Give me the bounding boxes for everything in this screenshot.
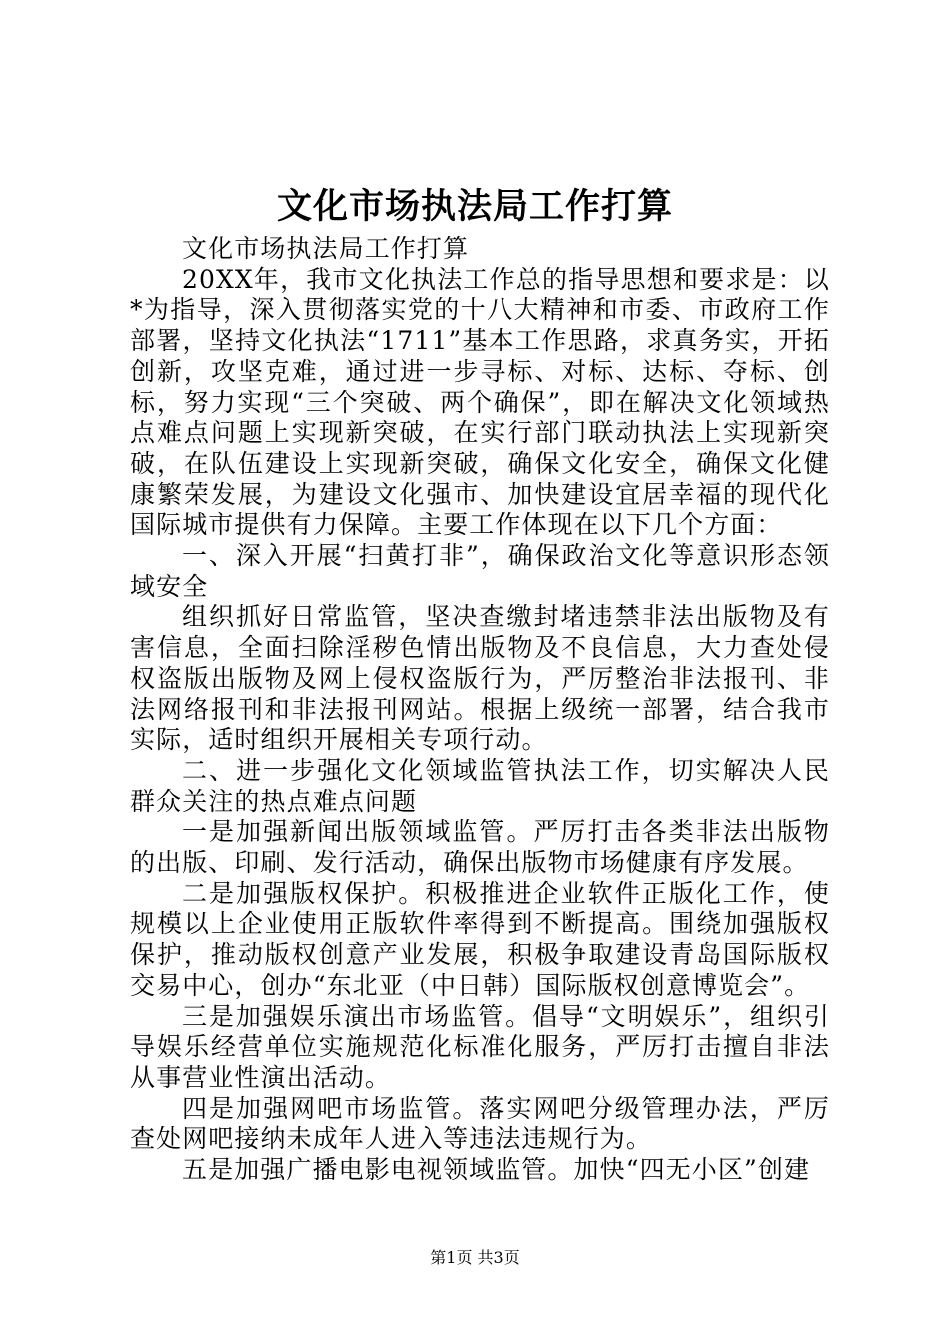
paragraph-item-1: 一是加强新闻出版领域监管。严厉打击各类非法出版物的出版、印刷、发行活动，确保出版物市场健康有序发展。 (130, 817, 830, 878)
paragraph-item-4: 四是加强网吧市场监管。落实网吧分级管理办法，严厉查处网吧接纳未成年人进入等违法违规行为。 (130, 1093, 830, 1154)
document-body (130, 234, 830, 1186)
paragraph-item-2: 二是加强版权保护。积极推进企业软件正版化工作，使规模以上企业使用正版软件率得到不断提高。围绕加强版权保护，推动版权创意产业发展，积极争取建设青岛国际版权交易中心，创办“东北亚（中日韩）国际版权创意博览会”。 (130, 878, 830, 1000)
paragraph-subtitle: 文化市场执法局工作打算 (182, 234, 470, 263)
section-heading-1: 一、深入开展“扫黄打非”，确保政治文化等意识形态领域安全 (130, 541, 830, 601)
page-footer: 第1页 共3页 (430, 1248, 520, 1267)
paragraph-item-5: 五是加强广播电影电视领域监管。加快“四无小区”创建 (182, 1155, 811, 1185)
section-heading-2: 二、进一步强化文化领域监管执法工作，切实解决人民群众关注的热点难点问题 (130, 755, 830, 816)
page-title: 文化市场执法局工作打算 (276, 186, 673, 227)
paragraph-item-3: 三是加强娱乐演出市场监管。倡导“文明娱乐”，组织引导娱乐经营单位实施规范化标准化服务，严厉打击擅自非法从事营业性演出活动。 (130, 1001, 830, 1092)
paragraph-intro: 20XX年，我市文化执法工作总的指导思想和要求是：以*为指导，深入贯彻落实党的十八大精神和市委、市政府工作部署，坚持文化执法“1711”基本工作思路，求真务实，开拓创新，攻坚克难，通过进一步寻标、对标、达标、夺标、创标，努力实现“三个突破、两个确保”，即在解决文化领域热点难点问题上实现新突破，在实行部门联动执法上实现新突破，在队伍建设上实现新突破，确保文化安全，确保文化健康繁荣发展，为建设文化强市、加快建设宜居幸福的现代化国际城市提供有力保障。主要工作体现在以下几个方面： (130, 264, 830, 540)
paragraph-section-1: 组织抓好日常监管，坚决查缴封堵违禁非法出版物及有害信息，全面扫除淫秽色情出版物及不良信息，大力查处侵权盗版出版物及网上侵权盗版行为，严厉整治非法报刊、非法网络报刊和非法报刊网站。根据上级统一部署，结合我市实际，适时组织开展相关专项行动。 (130, 602, 830, 755)
